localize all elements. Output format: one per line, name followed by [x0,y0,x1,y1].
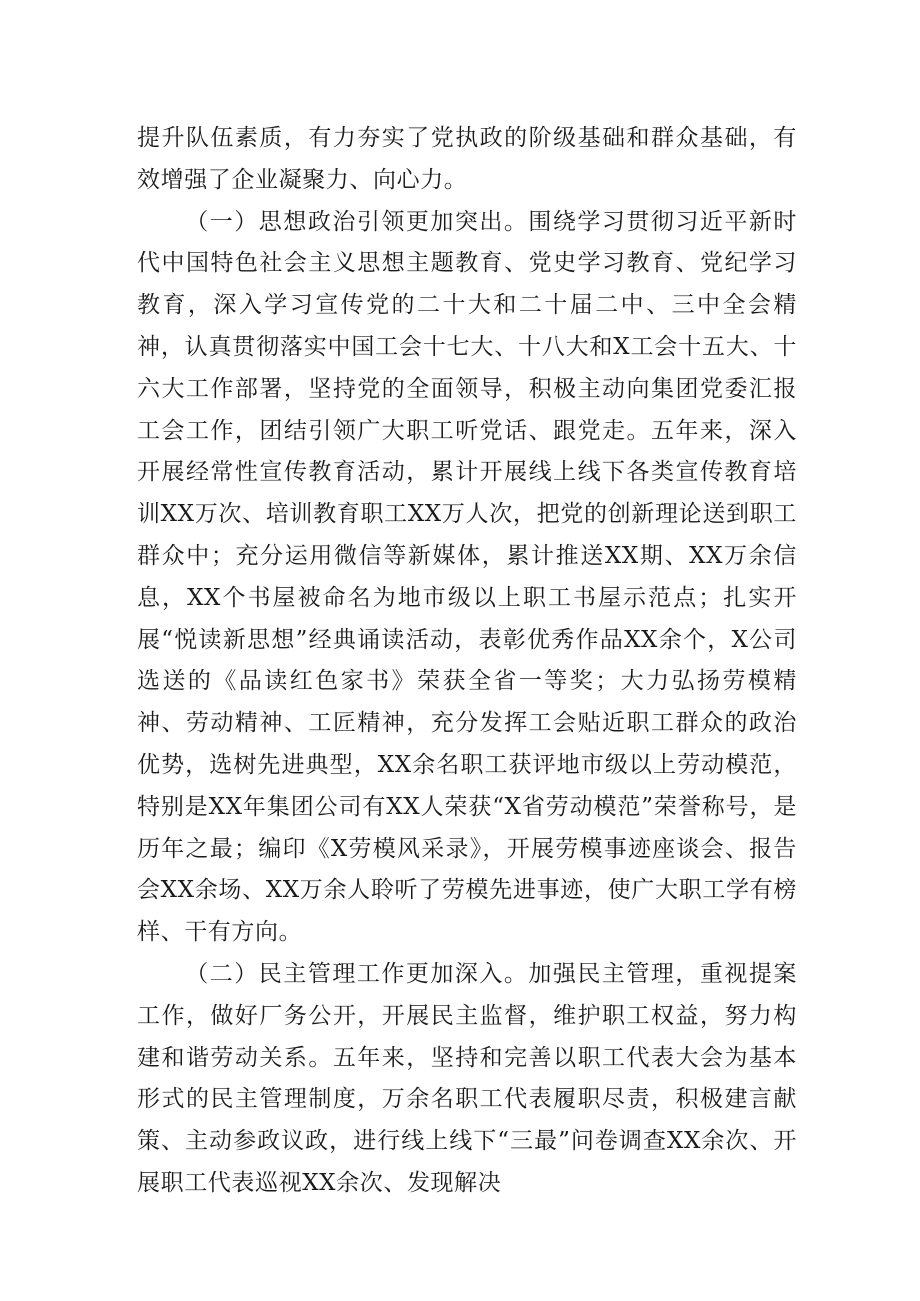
paragraph-democratic-management: （二）民主管理工作更加深入。加强民主管理，重视提案工作，做好厂务公开，开展民主监督，维护职工权益，努力构建和谐劳动关系。五年来，坚持和完善以职工代表大会为基本形式的民主管理制度，万余名职工代表履职尽责，积极建言献策、主动参政议政，进行线上线下“三最”问卷调查XX余次、开展职工代表巡视XX余次、发现解决 [137,960,797,1196]
paragraph-continuation: 提升队伍素质，有力夯实了党执政的阶级基础和群众基础，有效增强了企业凝聚力、向心力。 [137,125,797,193]
document-body [137,118,797,1205]
paragraph-ideological-guidance: （一）思想政治引领更加突出。围绕学习贯彻习近平新时代中国特色社会主义思想主题教育、党史学习教育、党纪学习教育，深入学习宣传党的二十大和二十届二中、三中全会精神，认真贯彻落实中国工会十七大、十八大和X工会十五大、十六大工作部署，坚持党的全面领导，积极主动向集团党委汇报工会工作，团结引领广大职工听党话、跟党走。五年来，深入开展经常性宣传教育活动，累计开展线上线下各类宣传教育培训XX万次、培训教育职工XX万人次，把党的创新理论送到职工群众中；充分运用微信等新媒体，累计推送XX期、XX万余信息，XX个书屋被命名为地市级以上职工书屋示范点；扎实开展“悦读新思想”经典诵读活动，表彰优秀作品XX余个，X公司选送的《品读红色家书》荣获全省一等奖；大力弘扬劳模精神、劳动精神、工匠精神，充分发挥工会贴近职工群众的政治优势，选树先进典型，XX余名职工获评地市级以上劳动模范，特别是XX年集团公司有XX人荣获“X省劳动模范”荣誉称号，是历年之最；编印《X劳模风采录》，开展劳模事迹座谈会、报告会XX余场、XX万余人聆听了劳模先进事迹，使广大职工学有榜样、干有方向。 [137,208,797,946]
